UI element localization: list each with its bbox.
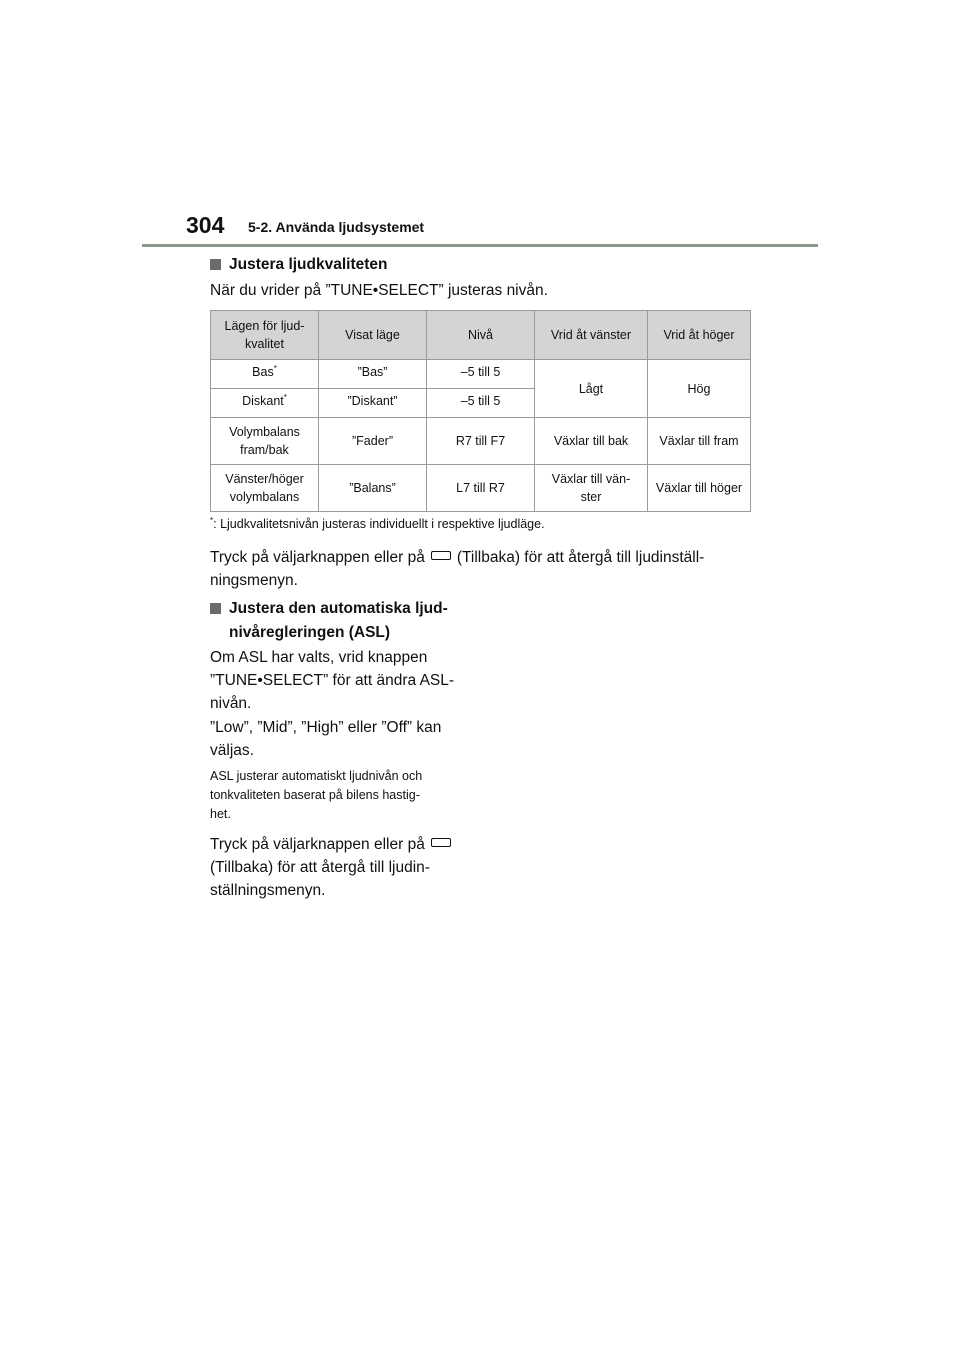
table-cell: ”Bas” xyxy=(319,360,427,389)
cell-text: Växlar till vän- xyxy=(551,472,631,486)
paragraph-line: ”TUNE•SELECT” för att ändra ASL- xyxy=(210,672,455,689)
header-divider xyxy=(142,244,818,247)
note-line: tonkvaliteten baserat på bilens hastig- xyxy=(210,788,420,802)
asl-note xyxy=(210,767,422,824)
cell-text: Bas xyxy=(252,365,274,379)
table-cell: Hög xyxy=(648,360,751,418)
text-span: Tryck på väljarknappen eller på xyxy=(210,549,425,566)
back-button-icon xyxy=(431,838,451,847)
table-header-cell: Nivå xyxy=(427,311,535,360)
paragraph-line: ”Low”, ”Mid”, ”High” eller ”Off” kan xyxy=(210,719,442,736)
table-cell xyxy=(211,465,319,512)
paragraph-line: (Tillbaka) för att återgå till ljudin- xyxy=(210,859,430,876)
cell-text: volymbalans xyxy=(229,490,300,504)
square-bullet-icon xyxy=(210,259,221,270)
intro-paragraph: När du vrider på ”TUNE•SELECT” justeras nivån. xyxy=(210,282,548,299)
paragraph-line: väljas. xyxy=(210,742,254,759)
table-header-row xyxy=(211,311,751,360)
table-cell: ”Diskant” xyxy=(319,389,427,418)
asl-options-paragraph xyxy=(210,716,441,762)
table-cell xyxy=(535,465,648,512)
square-bullet-icon xyxy=(210,603,221,614)
table-header-cell: Vrid åt höger xyxy=(648,311,751,360)
paragraph-line: Om ASL har valts, vrid knappen xyxy=(210,649,428,666)
footnote-text: : Ljudkvalitetsnivån justeras individuellt i respektive ljudläge. xyxy=(213,517,545,531)
back-button-icon xyxy=(431,551,451,560)
section-title: 5-2. Använda ljudsystemet xyxy=(248,219,425,235)
table-row xyxy=(211,360,751,389)
table-cell: ”Balans” xyxy=(319,465,427,512)
section-heading-sound-quality xyxy=(210,253,388,277)
cell-text: Vänster/höger xyxy=(225,472,304,486)
header-text: Lägen för ljud- xyxy=(224,319,305,333)
paragraph-line: nivån. xyxy=(210,695,252,712)
cell-text: Volymbalans xyxy=(229,425,300,439)
table-cell: R7 till F7 xyxy=(427,418,535,465)
table-row xyxy=(211,418,751,465)
cell-text: fram/bak xyxy=(240,443,289,457)
page-number: 304 xyxy=(186,212,225,238)
paragraph-line xyxy=(210,546,770,569)
table-cell xyxy=(211,389,319,418)
heading-line: Justera den automatiska ljud- xyxy=(229,600,448,617)
text-span: Tryck på väljarknappen eller på xyxy=(210,836,425,853)
asterisk-mark: * xyxy=(273,363,277,373)
table-cell xyxy=(211,360,319,389)
table-cell: –5 till 5 xyxy=(427,389,535,418)
back-instruction-paragraph xyxy=(210,546,770,592)
back-instruction-paragraph-2 xyxy=(210,833,457,902)
section-heading-asl xyxy=(210,597,448,645)
paragraph-line xyxy=(210,833,457,856)
table-cell: Växlar till bak xyxy=(535,418,648,465)
table-footnote xyxy=(210,517,545,531)
paragraph-line: ställningsmenyn. xyxy=(210,882,326,899)
heading-text: Justera ljudkvaliteten xyxy=(229,256,388,273)
table-cell: –5 till 5 xyxy=(427,360,535,389)
note-line: ASL justerar automatiskt ljudnivån och xyxy=(210,769,423,783)
sound-quality-table xyxy=(210,310,751,512)
table-cell: ”Fader” xyxy=(319,418,427,465)
cell-text: Diskant xyxy=(242,394,284,408)
table-cell: Växlar till fram xyxy=(648,418,751,465)
note-line: het. xyxy=(210,807,231,821)
table-cell: L7 till R7 xyxy=(427,465,535,512)
paragraph-line: ningsmenyn. xyxy=(210,572,298,589)
asl-paragraph xyxy=(210,646,454,715)
asterisk-mark: * xyxy=(283,392,287,402)
table-header-cell xyxy=(211,311,319,360)
cell-text: ster xyxy=(580,490,602,504)
heading-line: nivåregleringen (ASL) xyxy=(229,624,391,641)
asterisk-mark: * xyxy=(210,515,214,525)
table-header-cell: Vrid åt vänster xyxy=(535,311,648,360)
table-cell: Växlar till höger xyxy=(648,465,751,512)
table-row xyxy=(211,465,751,512)
text-span: (Tillbaka) för att återgå till ljudinställ- xyxy=(456,549,705,566)
header-text: kvalitet xyxy=(245,337,284,351)
table-cell xyxy=(211,418,319,465)
heading-text xyxy=(210,597,448,645)
table-cell: Lågt xyxy=(535,360,648,418)
table-header-cell: Visat läge xyxy=(319,311,427,360)
